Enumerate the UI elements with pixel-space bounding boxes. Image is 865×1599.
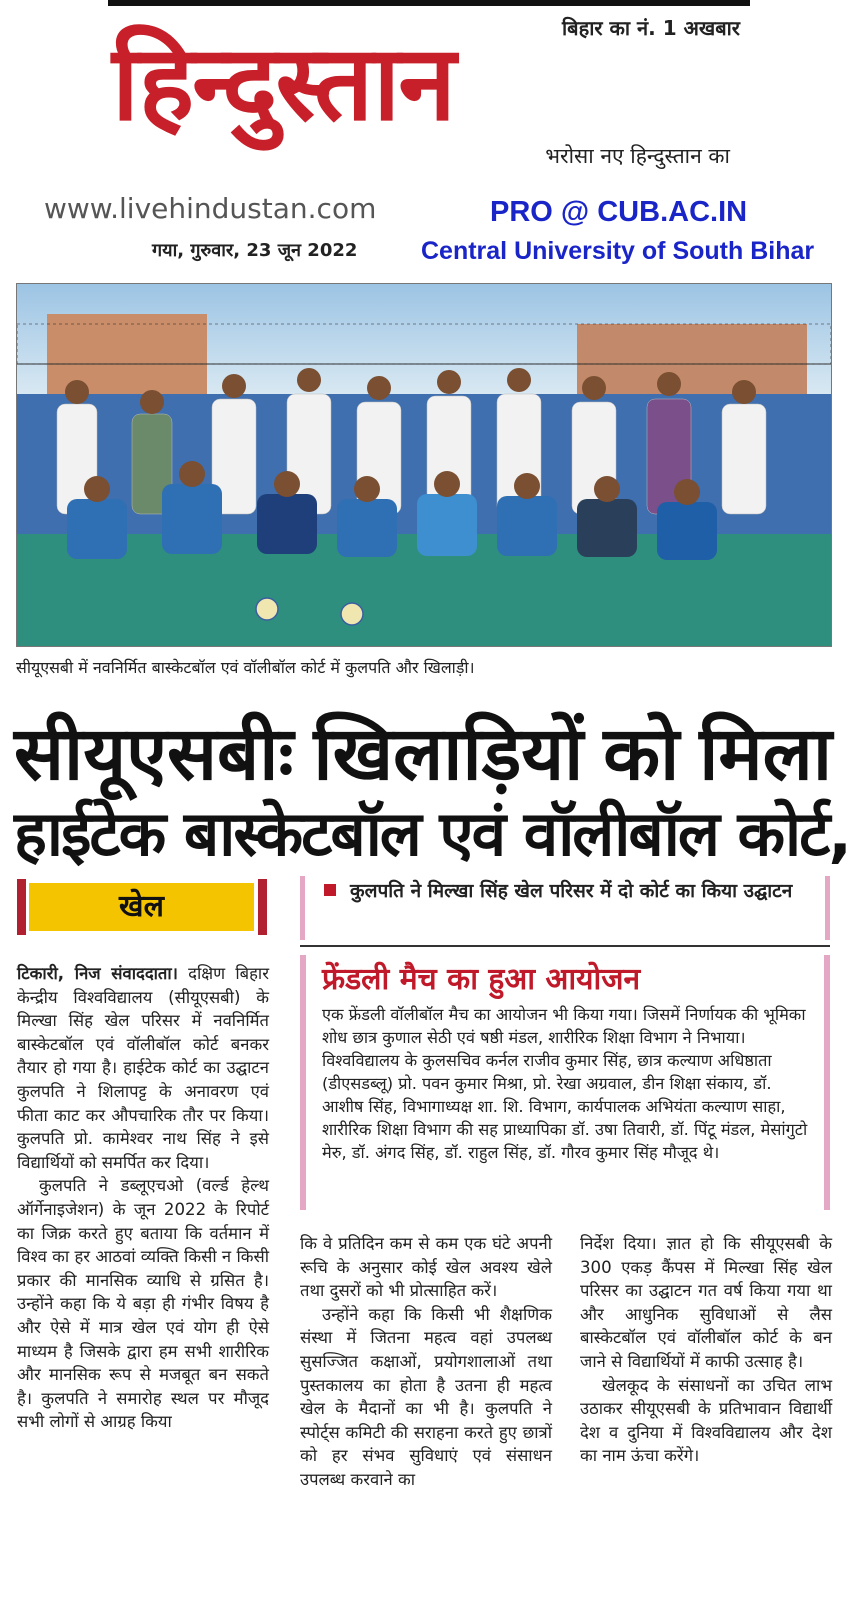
- section-label: खेल: [29, 883, 254, 931]
- sidebar-box: [300, 955, 830, 1210]
- masthead-tagline: बिहार का नं. 1 अखबार: [561, 16, 740, 40]
- sidebox-accent-left: [300, 955, 306, 1210]
- masthead-slogan: भरोसा नए हिन्दुस्तान का: [545, 144, 730, 168]
- article-paragraph: उन्होंने कहा कि किसी भी शैक्षणिक संस्था में जितना महत्व वहां उपलब्ध सुसज्जित कक्षाओं, प्रयोगशालाओं तथा पुस्तकालय का होता है उतना ही महत्व खेल के मैदानों का भी है। कुलपति ने स्पोर्ट्स कमिटी की सराहना करते हुए छात्रों को हर संभव सुविधाएं एवं संसाधन उपलब्ध करवाने का: [300, 1304, 552, 1489]
- section-label-box: [17, 879, 267, 935]
- newspaper-logo: हिन्दुस्तान: [112, 21, 454, 144]
- subhead: [300, 876, 830, 936]
- pro-stamp: PRO @ CUB.AC.IN: [490, 196, 748, 228]
- subhead-accent-left: [300, 876, 305, 940]
- headline-word: मिला: [699, 711, 832, 797]
- sidebox-accent-right: [824, 955, 830, 1210]
- headline-word: सीयूएसबीः: [14, 711, 294, 797]
- headline-line-2: हाईटेक बास्केटबॉल एवं वॉलीबॉल कोर्ट,: [14, 797, 850, 870]
- team-photo: [16, 283, 832, 647]
- headline-word: खिलाड़ियों: [313, 711, 584, 797]
- article-column-3: [580, 1232, 832, 1468]
- article-paragraph: कि वे प्रतिदिन कम से कम एक घंटे अपनी रूचि के अनुसार कोई खेल अवश्य खेले तथा दुसरों को भी प्रोत्साहित करें।: [300, 1234, 552, 1301]
- article-text: दक्षिण बिहार केन्द्रीय विश्वविद्यालय (सीयूएसबी) के मिल्खा सिंह खेल परिसर में नवनिर्मित बास्केटबॉल एवं वॉलीबॉल कोर्ट बनकर तैयार हो गया है। हाईटेक कोर्ट का उद्घाटन कुलपति ने शिलापट्ट के अनावरण एवं फीता काट कर औपचारिक तौर पर किया। कुलपति प्रो. कामेश्वर नाथ सिंह ने इसे विद्यार्थियों को समर्पित कर दिया।: [17, 964, 270, 1172]
- university-stamp: Central University of South Bihar: [421, 237, 815, 265]
- subhead-text: कुलपति ने मिल्खा सिंह खेल परिसर में दो कोर्ट का किया उद्घाटन: [350, 880, 793, 902]
- article-paragraph: [17, 962, 269, 1174]
- dateline: गया, गुरुवार, 23 जून 2022: [152, 240, 358, 261]
- photo-caption: सीयूएसबी में नवनिर्मित बास्केटबॉल एवं वॉलीबॉल कोर्ट में कुलपति और खिलाड़ी।: [16, 658, 475, 677]
- subhead-accent-right: [825, 876, 830, 940]
- sidebox-title: फ्रेंडली मैच का हुआ आयोजन: [322, 962, 641, 997]
- headline-line-1: [14, 700, 832, 801]
- article-paragraph: कुलपति ने डब्लूएचओ (वर्ल्ड हेल्थ ऑर्गेनाइजेशन) के जून 2022 के रिपोर्ट का जिक्र करते हुए बताया कि वर्तमान में विश्व का हर आठवां व्यक्ति किसी न किसी प्रकार की मानसिक व्याधि से ग्रसित है। उन्होंने कहा कि ये बड़ा ही गंभीर विषय है और ऐसे में मात्र खेल एवं योग ही ऐसे माध्यम है जिसके द्वारा हम सभी शारीरिक और मानसिक रूप से मजबूत बन सकते है। कुलपति ने समारोह स्थल पर मौजूद सभी लोगों से आग्रह किया: [17, 1176, 269, 1432]
- masthead: [108, 0, 750, 180]
- masthead-top-rule: [108, 0, 750, 6]
- divider: [300, 945, 830, 947]
- article-column-1: [17, 962, 269, 1434]
- article-paragraph: खेलकूद के संसाधनों का उचित लाभ उठाकर सीयूएसबी के प्रतिभावान विद्यार्थी देश व दुनिया में विश्वविद्यालय और देश का नाम ऊंचा करेंगे।: [580, 1375, 832, 1466]
- article-column-2: [300, 1232, 552, 1492]
- website-url: www.livehindustan.com: [44, 192, 377, 225]
- byline: टिकारी, निज संवाददाता।: [17, 964, 178, 983]
- article-paragraph: निर्देश दिया। ज्ञात हो कि सीयूएसबी के 300 एकड़ कैंपस में मिल्खा सिंह खेल परिसर का उद्घाटन गत वर्ष किया गया था और आधुनिक सुविधाओं से लैस बास्केटबॉल एवं वॉलीबॉल कोर्ट के बन जाने से विद्यार्थियों में काफी उत्साह है।: [580, 1234, 832, 1371]
- section-bar-right: [258, 879, 267, 935]
- bullet-square-icon: [324, 884, 336, 896]
- section-bar-left: [17, 879, 26, 935]
- sidebox-body: एक फ्रेंडली वॉलीबॉल मैच का आयोजन भी किया गया। जिसमें निर्णायक की भूमिका शोध छात्र कुणाल सेठी एवं षष्ठी मंडल, शारीरिक शिक्षा विभाग ने निभाया। विश्वविद्यालय के कुलसचिव कर्नल राजीव कुमार सिंह, छात्र कल्याण अधिष्ठाता (डीएसडब्लू) प्रो. पवन कुमार मिश्रा, प्रो. रेखा अग्रवाल, डीन शिक्षा संकाय, डॉ. आशीष सिंह, विभागाध्यक्ष शा. शि. विभाग, कार्यपालक अभियंता कल्याण साहा, शारीरिक शिक्षा विभाग की सह प्राध्यापिका डॉ. उषा तिवारी, डॉ. पिंटू मंडल, मेसांगुटो मेरु, डॉ. अंगद सिंह, डॉ. राहुल सिंह, डॉ. गौरव कुमार सिंह मौजूद थे।: [322, 1005, 808, 1162]
- headline-word: को: [603, 711, 680, 797]
